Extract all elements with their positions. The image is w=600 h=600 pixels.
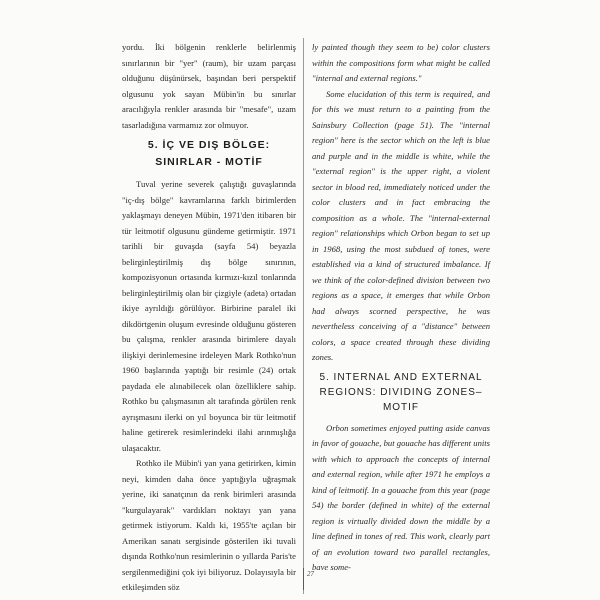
- column-divider: [303, 38, 304, 594]
- paragraph: Tuval yerine severek çalıştığı guvaşlarında "iç-dış bölge" kavramlarına farklı birimlerden yaklaşmayı deneyen Mübin, 1971'den itibaren bir tür leitmotif olgusunu gündeme getirmiştir. 1971 tarihli bir guvaşda (sayfa 54) beyazla belirginleştirilmiş dış bölge sınırının, kompozisyonun ortasında kırmızı-kızıl tonlarında belirginleştirilmiş olan bir çizgiyle (adeta) ortadan ikiye ayrıldığı görülüyor. Birbirine paralel iki dikdörtgenin oluşum evresinde olduğunu gösteren bu çalışma, renkler arasında birimlere dayalı ilişkiyi derinlemesine irdeleyen Mark Rothko'nun 1960 başlarında yaptığı bir resimle (24) ortak paydada ele alınabilecek olan özelliklere sahip. Rothko bu çalışmasının alt tarafında görülen renk ayrışmasını ilerki on yıl boyunca bir tür leitmotif haline getirerek resimlerindeki ilahi arınmışlığa ulaşacaktır.: [122, 179, 296, 453]
- paragraph: Rothko ile Mübin'i yan yana getirirken, kimin neyi, kimden daha önce yaptığıyla uğraşmak yerine, iki sanatçının da renk birimleri arasında "kurgulayarak" vardıkları noktayı yan yana getirmek istiyorum. Kaldı ki, 1955'te açılan bir Amerikan sanatı sergisinde gösterilen iki tuvali dışında Rothko'nun resimlerinin o yıllarda Paris'te sergilenmediğini çok iyi biliyoruz. Dolayısıyla bir etkileşimden söz: [122, 458, 296, 592]
- section-heading: 5. İÇ VE DIŞ BÖLGE: SINIRLAR - MOTİF: [147, 139, 271, 168]
- paragraph: Orbon sometimes enjoyed putting aside canvas in favor of gouache, but gouache has different units with which to approach the concepts of internal and external region, while after 1971 he employs a kind of leitmotif. In a gouache from this year (page 54) the border (defined in white) of the external region is virtually divided down the middle by a line defined in tones of red. This work, clearly part of an evolution toward two parallel rectangles, bave some-: [312, 422, 490, 572]
- paragraph: yordu. İki bölgenin renklerle belirlenmiş sınırlarının bir "yer" (raum), bir uzam parçası olduğunu düşünürsek, başından beri perspektif olgusunu yok sayan Mübin'in bu sınırlar aracılığıyla renkler arasında bir "mesafe", uzam tasarladığına varmamız zor olmuyor.: [122, 42, 296, 130]
- section-heading: 5. INTERNAL AND EXTERNAL REGIONS: DIVIDING ZONES–MOTIF: [319, 371, 483, 413]
- page-number-rule: [303, 568, 304, 590]
- page-number: 27: [307, 570, 314, 578]
- turkish-text-column: [122, 40, 296, 596]
- paragraph: ly painted though they seem to be) color clusters within the compositions form what might be called "internal and external regions.": [312, 42, 490, 83]
- paragraph: Some elucidation of this term is required, and for this we must return to a painting from the Sainsbury Collection (page 51). The "internal region" here is the sector which on the left is blue and purple and in the middle is white, while the "external region" is the upper right, a violent sector in blood red, immediately noticed under the color clusters and in fact embracing the composition as a whole. The "internal-external region" relationships which Orbon began to set up in 1968, using the most subdued of tones, were established via a kind of structured imbalance. If we think of the color-defined division between two regions as a space, it emerges that while Orbon had always scorned perspective, he was nevertheless conceiving of a "distance" between colors, a space created through these dividing zones.: [312, 88, 490, 362]
- english-text-column: [312, 40, 490, 576]
